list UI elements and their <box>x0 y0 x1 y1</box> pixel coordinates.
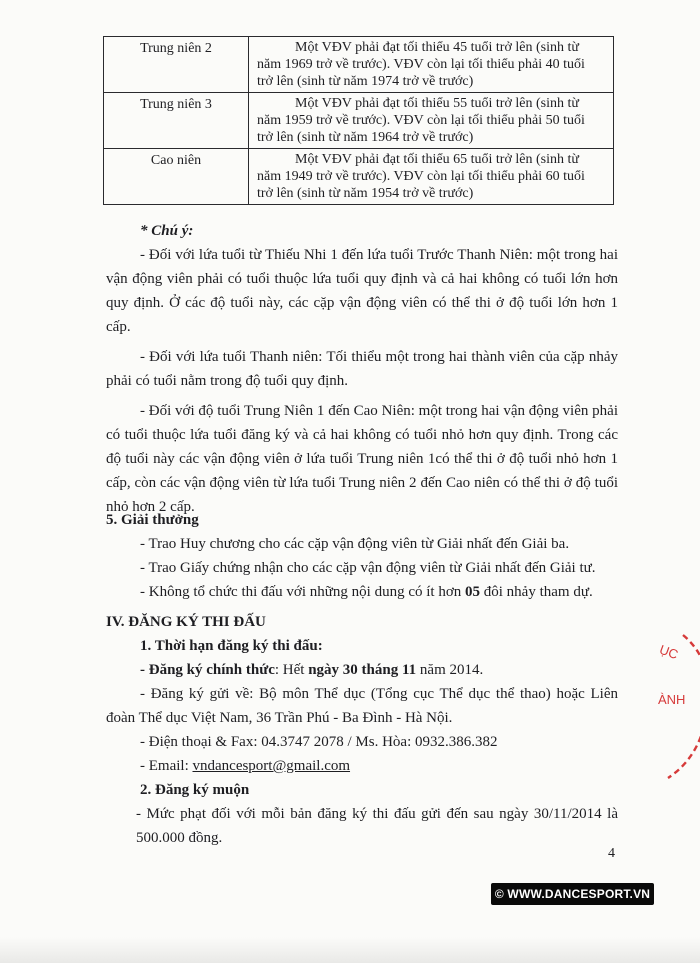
requirement-line: Một VĐV phải đạt tối thiểu 65 tuổi trở lên (sinh từ <box>295 152 579 167</box>
official-end: năm 2014. <box>416 662 484 678</box>
awards-heading: 5. Giải thưởng <box>106 512 199 528</box>
requirement-line: Một VĐV phải đạt tối thiểu 45 tuổi trở lên (sinh từ <box>295 40 579 55</box>
late-text: - Mức phạt đối với mỗi bản đăng ký thi đấu gửi đến sau ngày 30/11/2014 là 500.000 đồng. <box>136 806 618 846</box>
list-item: - Trao Giấy chứng nhận cho các cặp vận động viên từ Giải nhất đến Giải tư. <box>140 560 596 576</box>
list-item-text: - Không tổ chức thi đấu với những nội dung có ít hơn <box>140 584 466 600</box>
official-mid: : Hết <box>274 662 309 678</box>
requirement-cell <box>249 149 614 205</box>
official-date: ngày 30 tháng 11 <box>308 662 417 678</box>
min-pairs-count: 05 <box>465 584 481 600</box>
note-paragraph: - Đối với độ tuổi Trung Niên 1 đến Cao Niên: một trong hai vận động viên phải có tuổi thuộc lứa tuổi đăng ký và cả hai không có tuổi nhỏ hơn quy định. Trong các độ tuổi này các vận động viên ở lứa tuổi Trung niên 1có thể thi ở độ tuổi nhỏ hơn 1 cấp, còn các vận động viên từ lứa tuổi Trung niên 2 đến Cao niên có thể thi ở độ tuổi nhỏ hơn 2 cấp. <box>106 403 618 515</box>
email-prefix: - Email: <box>140 758 193 774</box>
category-cell: Trung niên 2 <box>104 37 249 93</box>
requirement-cell <box>249 37 614 93</box>
page-edge-shadow <box>0 937 700 963</box>
list-item: - Trao Huy chương cho các cặp vận động viên từ Giải nhất đến Giải ba. <box>140 536 570 552</box>
registration-section <box>106 610 618 850</box>
note-paragraph: - Đối với lứa tuổi Thanh niên: Tối thiểu một trong hai thành viên của cặp nhảy phải có tuổi nằm trong độ tuổi quy định. <box>106 349 618 389</box>
phone-text: - Điện thoại & Fax: 04.3747 2078 / Ms. Hòa: 0932.386.382 <box>140 734 498 750</box>
category-cell: Trung niên 3 <box>104 93 249 149</box>
requirement-line: năm 1969 trở về trước). VĐV còn lại tối thiểu phải 40 tuổi <box>257 57 585 72</box>
page-number: 4 <box>608 846 615 861</box>
send-to-text: - Đăng ký gửi về: Bộ môn Thể dục (Tổng cục Thể dục thể thao) hoặc Liên đoàn Thể dục Việt Nam, 36 Trần Phú - Ba Đình - Hà Nội. <box>106 686 618 726</box>
list-item <box>106 580 618 604</box>
requirement-line: năm 1949 trở về trước). VĐV còn lại tối thiểu phải 60 tuổi <box>257 169 585 184</box>
deadline-heading: 1. Thời hạn đăng ký thi đấu: <box>140 638 323 654</box>
requirement-line: năm 1959 trở về trước). VĐV còn lại tối thiểu phải 50 tuổi <box>257 113 585 128</box>
official-label: - Đăng ký chính thức <box>140 662 275 678</box>
email-line <box>106 754 618 778</box>
note-paragraph: - Đối với lứa tuổi từ Thiếu Nhi 1 đến lứa tuổi Trước Thanh Niên: một trong hai vận động viên phải có tuổi thuộc lứa tuổi quy định và cả hai không có tuổi lớn hơn quy định. Ở các độ tuổi này, các cặp vận động viên có thể thi ở độ tuổi lớn hơn 1 cấp. <box>106 247 618 335</box>
late-heading: 2. Đăng ký muộn <box>140 782 250 798</box>
registration-heading: IV. ĐĂNG KÝ THI ĐẤU <box>106 614 266 630</box>
requirement-line: Một VĐV phải đạt tối thiểu 55 tuổi trở lên (sinh từ <box>295 96 579 111</box>
requirement-cell <box>249 93 614 149</box>
official-registration <box>106 658 618 682</box>
note-section <box>106 219 618 519</box>
watermark-badge: © WWW.DANCESPORT.VN <box>491 883 654 905</box>
requirement-line: trở lên (sinh từ năm 1974 trở về trước) <box>257 74 474 89</box>
requirement-line: trở lên (sinh từ năm 1964 trở về trước) <box>257 130 474 145</box>
table-row <box>104 93 614 149</box>
svg-text:ỤC: ỤC <box>657 641 681 663</box>
age-category-table <box>103 36 614 205</box>
requirement-line: trở lên (sinh từ năm 1954 trở về trước) <box>257 186 474 201</box>
awards-section <box>106 508 618 604</box>
email-link[interactable]: vndancesport@gmail.com <box>192 758 351 774</box>
category-cell: Cao niên <box>104 149 249 205</box>
table-row <box>104 37 614 93</box>
note-title: * Chú ý: <box>140 223 194 239</box>
list-item-text: đôi nhảy tham dự. <box>480 584 593 600</box>
svg-text:ÀNH: ÀNH <box>658 692 686 707</box>
table-row <box>104 149 614 205</box>
red-stamp-fragment <box>653 630 700 780</box>
